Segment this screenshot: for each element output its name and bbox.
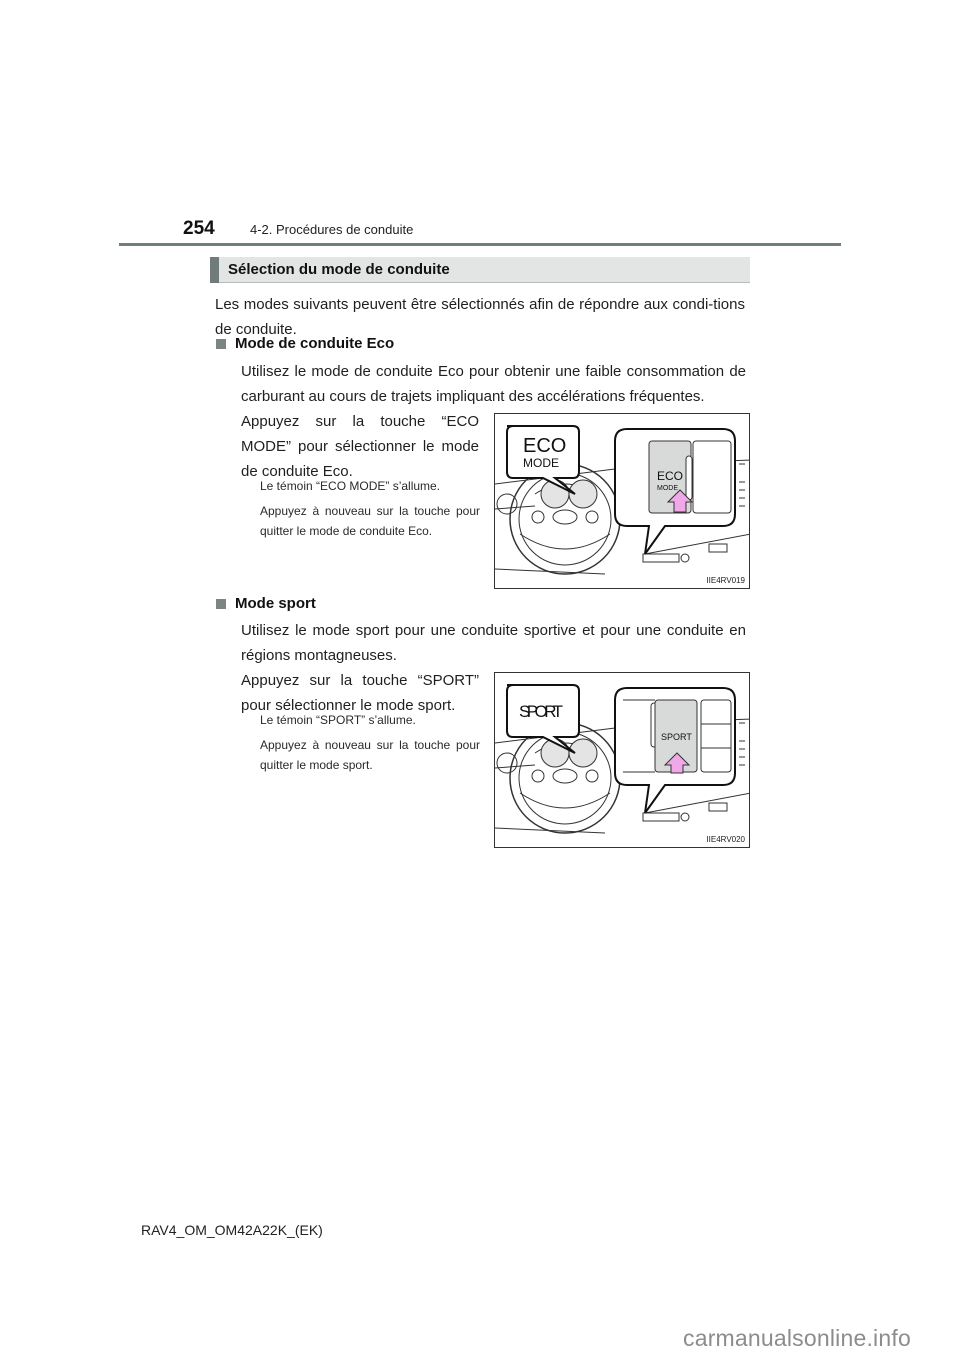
sport-heading-label: Mode sport xyxy=(235,595,316,612)
bullet-square-icon xyxy=(216,339,226,349)
svg-text:ECO: ECO xyxy=(523,435,567,457)
section-intro: Les modes suivants peuvent être sélectionnés afin de répondre aux condi-tions de conduite. xyxy=(215,296,745,338)
bullet-square-icon xyxy=(216,599,226,609)
sport-heading xyxy=(216,595,316,612)
svg-text:SPORT: SPORT xyxy=(661,732,692,742)
eco-mode-figure xyxy=(494,413,750,589)
chapter-title: 4-2. Procédures de conduite xyxy=(250,222,414,237)
watermark: carmanualsonline.info xyxy=(683,1325,911,1351)
document-code: RAV4_OM_OM42A22K_(EK) xyxy=(141,1222,323,1238)
eco-note-exit: Appuyez à nouveau sur la touche pour quitter le mode de conduite Eco. xyxy=(260,504,480,538)
sport-note-indicator: Le témoin “SPORT” s’allume. xyxy=(260,713,416,727)
sport-description: Utilisez le mode sport pour une conduite sportive et pour une conduite en régions montagneuses. xyxy=(241,622,746,664)
eco-note-indicator: Le témoin “ECO MODE” s’allume. xyxy=(260,479,441,493)
eco-description: Utilisez le mode de conduite Eco pour obtenir une faible consommation de carburant au cours de trajets impliquant des accélérations fréquentes. xyxy=(241,363,746,405)
section-header-bar xyxy=(210,257,219,283)
sport-mode-figure xyxy=(494,672,750,848)
page-number: 254 xyxy=(183,218,215,239)
dashboard-illustration-icon xyxy=(495,673,750,848)
figure-code: IIE4RV020 xyxy=(706,835,745,844)
dashboard-illustration-icon xyxy=(495,414,750,589)
svg-text:ECO: ECO xyxy=(657,469,684,483)
header-divider xyxy=(119,243,841,246)
eco-heading-label: Mode de conduite Eco xyxy=(235,335,395,352)
eco-heading xyxy=(216,335,394,352)
svg-text:SPORT: SPORT xyxy=(519,702,563,721)
sport-note-exit: Appuyez à nouveau sur la touche pour quitter le mode sport. xyxy=(260,738,480,772)
section-title: Sélection du mode de conduite xyxy=(228,261,450,278)
section-header xyxy=(210,257,750,283)
svg-text:MODE: MODE xyxy=(523,456,559,470)
sport-instruction: Appuyez sur la touche “SPORT” pour sélectionner le mode sport. xyxy=(241,672,479,714)
svg-text:MODE: MODE xyxy=(657,485,678,492)
figure-code: IIE4RV019 xyxy=(706,576,745,585)
eco-instruction: Appuyez sur la touche “ECO MODE” pour sélectionner le mode de conduite Eco. xyxy=(241,413,479,480)
